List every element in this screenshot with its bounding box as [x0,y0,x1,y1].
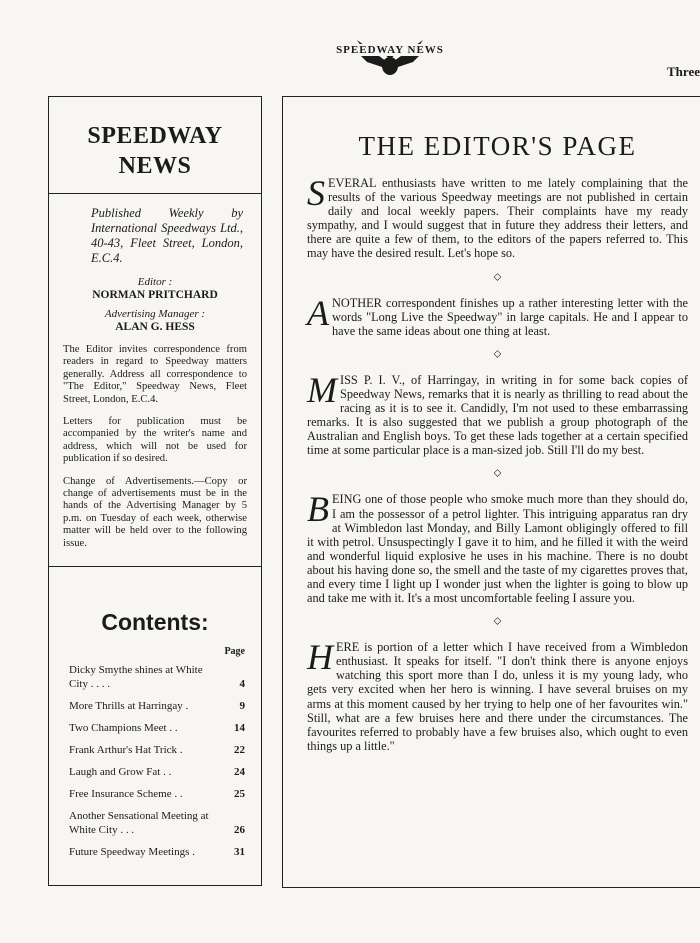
toc-page: 14 [234,722,245,735]
page-column-label: Page [224,646,245,658]
drop-cap: H [307,637,333,678]
paragraph-text: ERE is portion of a letter which I have received from a Wimbledon enthusiast. It speaks for itself. "I don't think there is anyone enjoys watching this sport more than I do, unless it is my young lady, who gets very excited when her hero is winning. I have several bruises on my arms at this moment caused by her trying to help one of her favourites win." Still, what are a few bruises here and there under the circumstances. The favourites referred to probably have a few bruises also, which ought to even things up a little." [307,640,688,753]
separator-icon: ⬦ [493,467,502,480]
toc-item[interactable] [69,809,245,837]
toc-page: 31 [234,846,245,859]
letters-note: Letters for publication must be accompanied by the writer's name and address, which will not be used for publication if so desired. [63,416,247,465]
toc-title: Frank Arthur's Hat Trick . [69,744,183,757]
toc-title: Two Champions Meet . . [69,722,178,735]
toc-title: More Thrills at Harringay . [69,700,189,713]
publisher-info: Published Weekly by International Speedways Ltd., 40-43, Fleet Street, London, E.C.4. [91,206,243,265]
toc-item[interactable] [69,721,245,735]
editorial-paragraph [307,637,688,753]
toc-item[interactable] [69,743,245,757]
toc-page: 22 [234,744,245,757]
toc-title: Laugh and Grow Fat . . [69,766,172,779]
separator-icon: ⬦ [493,615,502,628]
toc-title: Future Speedway Meetings . [69,846,195,859]
title-line-1: SPEEDWAY [87,123,223,149]
drop-cap: B [307,489,329,530]
page-title: THE EDITOR'S PAGE [358,131,637,161]
editorial-paragraph [307,292,688,338]
editorial-paragraph [307,369,688,458]
toc-item[interactable] [69,845,245,859]
contents-heading: Contents: [101,609,209,636]
masthead [300,40,480,58]
separator-icon: ⬦ [493,347,502,360]
paragraph-text: ISS P. I. V., of Harringay, in writing in for some back copies of Speedway News, remarks that it is nearly as thrilling to read about the racing as it is to see it. Candidly, I'm not used to these embarrassing remarks. It is also suggested that we publish a group photograph of the Australian and English boys. To get these lads together at a certain specified time at some particular place is a man-sized job. Still I'll do my best. [307,372,688,458]
publication-title [49,97,261,181]
adv-manager-name: ALAN G. HESS [115,321,195,333]
toc-page: 25 [234,788,245,801]
paragraph-text: EVERAL enthusiasts have written to me lately complaining that the results of the various Speedway meetings are not published in certain daily and local weekly papers. Their complaints have my ready sympathy, and I would suggest that in future they address their letters, and there are quite a few of them, to the editors of the papers referred to. This may have the desired result. Let's hope so. [307,176,688,261]
editorial-paragraph [307,173,688,261]
editorial-paragraph [307,489,688,606]
masthead-text: SPEEDWAY NEWS [336,44,444,56]
toc-item[interactable] [69,765,245,779]
masthead-box [48,96,262,886]
separator-icon: ⬦ [493,270,502,283]
divider [48,566,262,567]
toc-title: Dicky Smythe shines at White City . . . . [69,664,203,691]
divider [48,193,262,194]
toc-item[interactable] [69,699,245,713]
toc-page: 26 [234,824,245,837]
editor-name: NORMAN PRITCHARD [92,289,218,301]
advertisements-note: Change of Advertisements.—Copy or change of advertisements must be in the hands of the Advertising Manager by 5 p.m. on Tuesday of each week, otherwise matter will be held over to the following issue. [63,475,247,549]
toc-title: Free Insurance Scheme . . [69,788,183,801]
toc-page: 9 [239,700,245,713]
toc-item[interactable] [69,787,245,801]
table-of-contents [69,663,245,859]
paragraph-text: EING one of those people who smoke much more than they should do, I am the possessor of a petrol lighter. This intriguing apparatus ran dry at Wimbledon last Monday, and Billy Lamont obligingly offered to fill it with petrol. Unsuspectingly I gave it to him, and he filled it with the weird and wonderful liquid explosive he uses in his machine. There is no doubt about his having done so, the smell and the taste of my cigarettes proves that, and every time I light up I wonder just when the lighter is going to blow up and take me with it. It's a most uncomfortable feeling I assure you. [307,492,688,606]
toc-item[interactable] [69,663,245,691]
paragraph-text: NOTHER correspondent finishes up a rather interesting letter with the words "Long Live the Speedway" in large capitals. He and I appear to have the same ideas about one thing at least. [332,295,688,338]
adv-manager-label: Advertising Manager : [104,308,206,320]
toc-page: 24 [234,766,245,779]
toc-page: 4 [239,678,245,691]
drop-cap: M [307,369,337,410]
editors-page-box [282,96,700,888]
editor-label: Editor : [137,276,173,288]
drop-cap: A [307,292,329,333]
title-line-2: NEWS [118,153,192,179]
page-number-corner: Three [667,64,700,79]
eagle-emblem-icon [345,34,435,78]
drop-cap: S [307,173,325,213]
toc-title: Another Sensational Meeting at White City . . . [69,810,209,837]
correspondence-note: The Editor invites correspondence from readers in regard to Speedway matters generally. Address all correspondence to "The Editor," Speedway News, Fleet Street, London, E.C.4. [63,344,247,405]
